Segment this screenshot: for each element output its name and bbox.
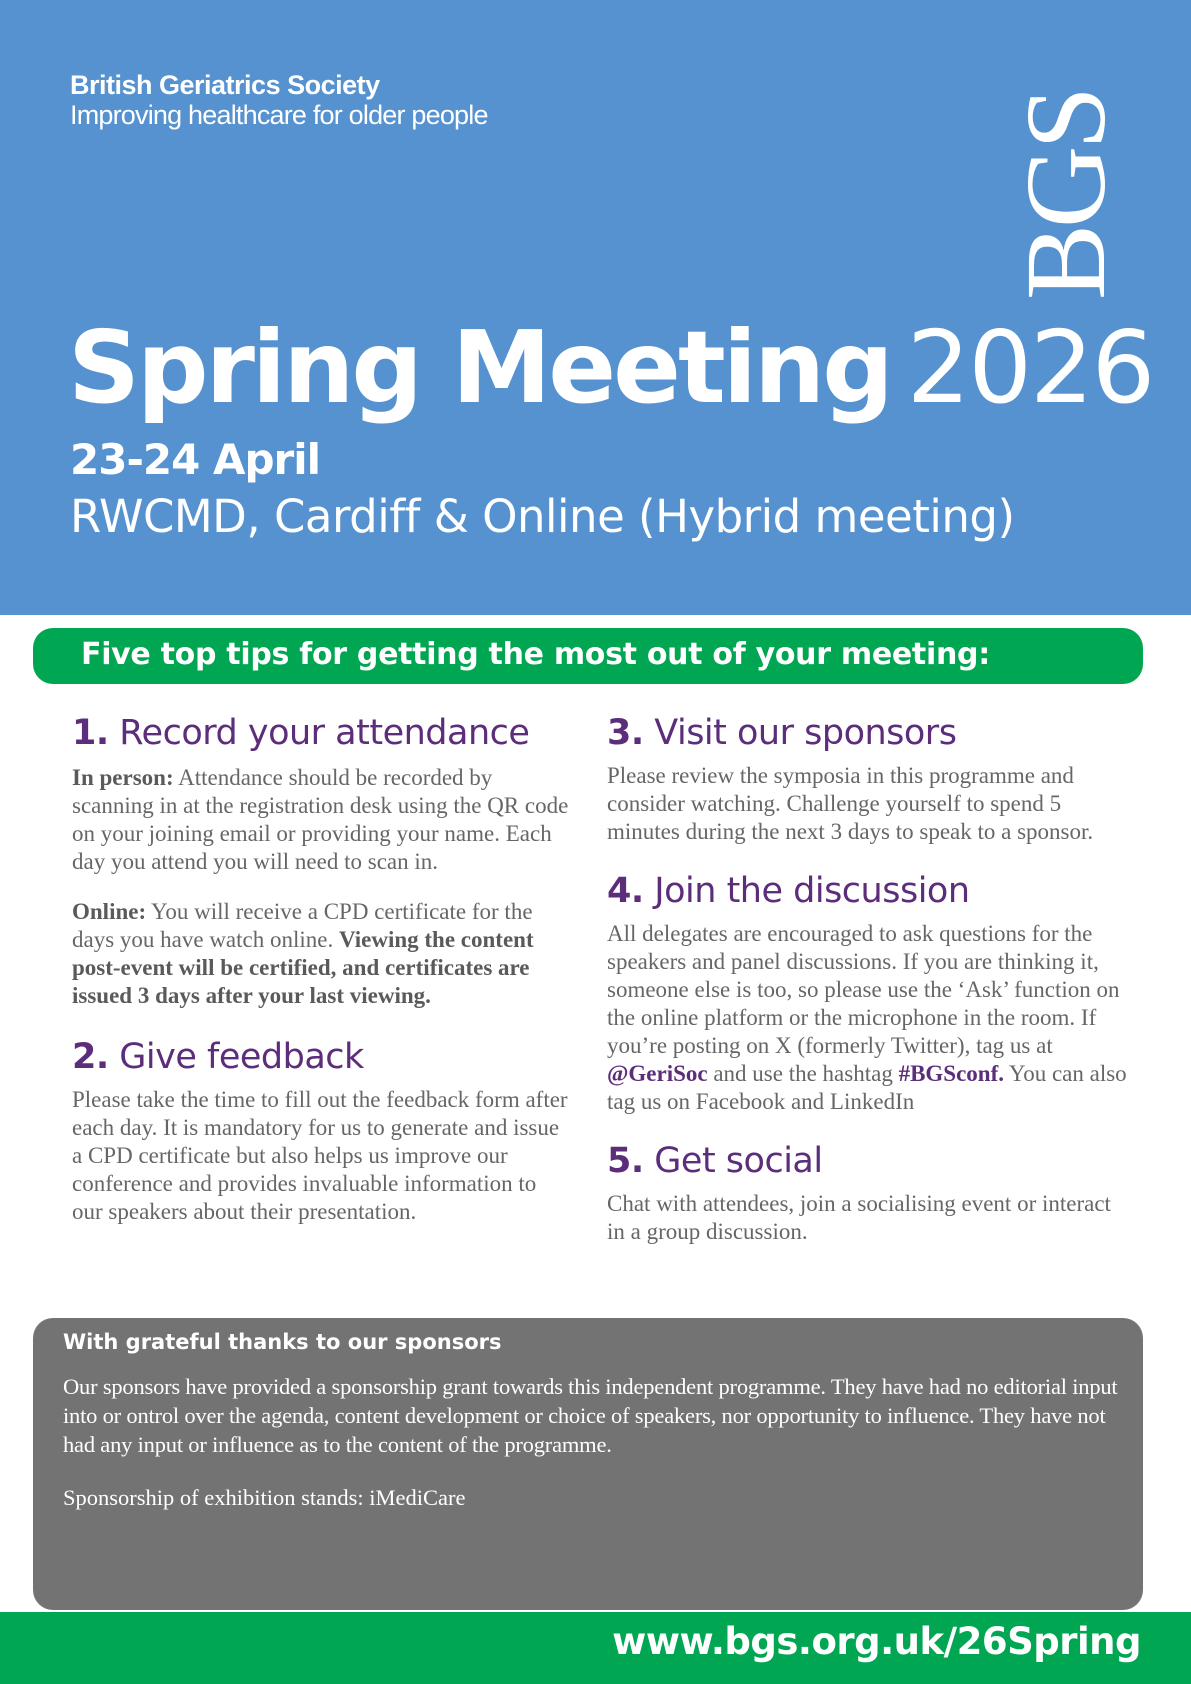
online-body: You will receive a CPD certificate for the days you have watch online. — [72, 899, 533, 952]
sponsor-text: Our sponsors have provided a sponsorship grant towards this independent programme. They have had no editorial input into or ontrol over the agenda, content development or choice of speakers, nor opportunity to influence. They have not had any input or influence as to the content of the programme. — [63, 1374, 1118, 1457]
tip-inperson-text — [72, 764, 572, 876]
tip-give-feedback — [72, 1036, 572, 1226]
tip-heading — [72, 1036, 572, 1078]
tip-heading — [607, 712, 1127, 754]
sponsor-title: With grateful thanks to our sponsors — [63, 1330, 502, 1354]
header-banner — [0, 0, 1191, 615]
tip-body: Please review the symposia in this programme and consider watching. Challenge yourself to spend 5 minutes during the next 3 days to speak to a sponsor. — [607, 763, 1094, 844]
tips-banner: Five top tips for getting the most out of your meeting: — [33, 628, 1143, 684]
discussion-text-c: You can also tag us on Facebook and LinkedIn — [607, 1061, 1127, 1114]
tip-title: Give feedback — [119, 1037, 364, 1077]
social-handle: @GeriSoc — [607, 1061, 708, 1086]
tip-number: 4. — [607, 871, 644, 911]
tip-number: 2. — [72, 1037, 109, 1077]
tip-get-social — [607, 1140, 1127, 1246]
title-bold: Spring Meeting — [68, 309, 891, 426]
footer-bar — [0, 1612, 1191, 1684]
tip-record-attendance — [72, 712, 572, 1010]
page-title — [68, 309, 1154, 426]
tip-visit-sponsors — [607, 712, 1127, 846]
online-label: Online: — [72, 899, 147, 924]
tip-title: Visit our sponsors — [654, 713, 957, 753]
tips-column-right — [607, 712, 1127, 1246]
tip-online-text — [72, 898, 572, 1010]
tip-title: Join the discussion — [654, 871, 970, 911]
tip-heading — [607, 870, 1127, 912]
tip-body — [607, 920, 1127, 1116]
tip-heading — [72, 712, 572, 754]
tip-body: Please take the time to fill out the feedback form after each day. It is mandatory for us to generate and issue a CPD certificate but also helps us improve our conference and provides invaluable information to our speakers about their presentation. — [72, 1087, 568, 1224]
sponsor-box — [33, 1318, 1143, 1610]
discussion-text-b: and use the hashtag — [707, 1061, 899, 1086]
inperson-label: In person: — [72, 765, 174, 790]
tips-column-left — [72, 712, 572, 1226]
tip-body: Chat with attendees, join a socialising event or interact in a group discussion. — [607, 1191, 1111, 1244]
social-hashtag: #BGSconf. — [898, 1061, 1005, 1086]
discussion-text-a: All delegates are encouraged to ask questions for the speakers and panel discussions. If you are thinking it, someone else is too, so please use the ‘Ask’ function on the online platform or the microphone in the room. If you’re posting on X (formerly Twitter), tag us at — [607, 921, 1120, 1058]
tip-title: Get social — [654, 1141, 823, 1181]
tip-join-discussion — [607, 870, 1127, 1116]
sponsor-stands: Sponsorship of exhibition stands: iMediCare — [63, 1485, 466, 1510]
bgs-logo: BGS — [1002, 90, 1129, 300]
org-name: British Geriatrics Society — [70, 70, 380, 100]
tip-number: 1. — [72, 713, 109, 753]
tip-title: Record your attendance — [119, 713, 530, 753]
title-year: 2026 — [906, 309, 1154, 426]
inperson-body: Attendance should be recorded by scanning in at the registration desk using the QR code on your joining email or providing your name. Each day you attend you will need to scan in. — [72, 765, 569, 874]
event-venue: RWCMD, Cardiff & Online (Hybrid meeting) — [70, 490, 1015, 543]
org-tagline: Improving healthcare for older people — [70, 100, 488, 130]
tip-number: 3. — [607, 713, 644, 753]
event-dates: 23-24 April — [70, 435, 321, 484]
tip-number: 5. — [607, 1141, 644, 1181]
footer-url-link[interactable]: www.bgs.org.uk/26Spring — [612, 1620, 1141, 1663]
online-bold-note: Viewing the content post-event will be certified, and certificates are issued 3 days after your last viewing. — [72, 927, 534, 1008]
tip-heading — [607, 1140, 1127, 1182]
